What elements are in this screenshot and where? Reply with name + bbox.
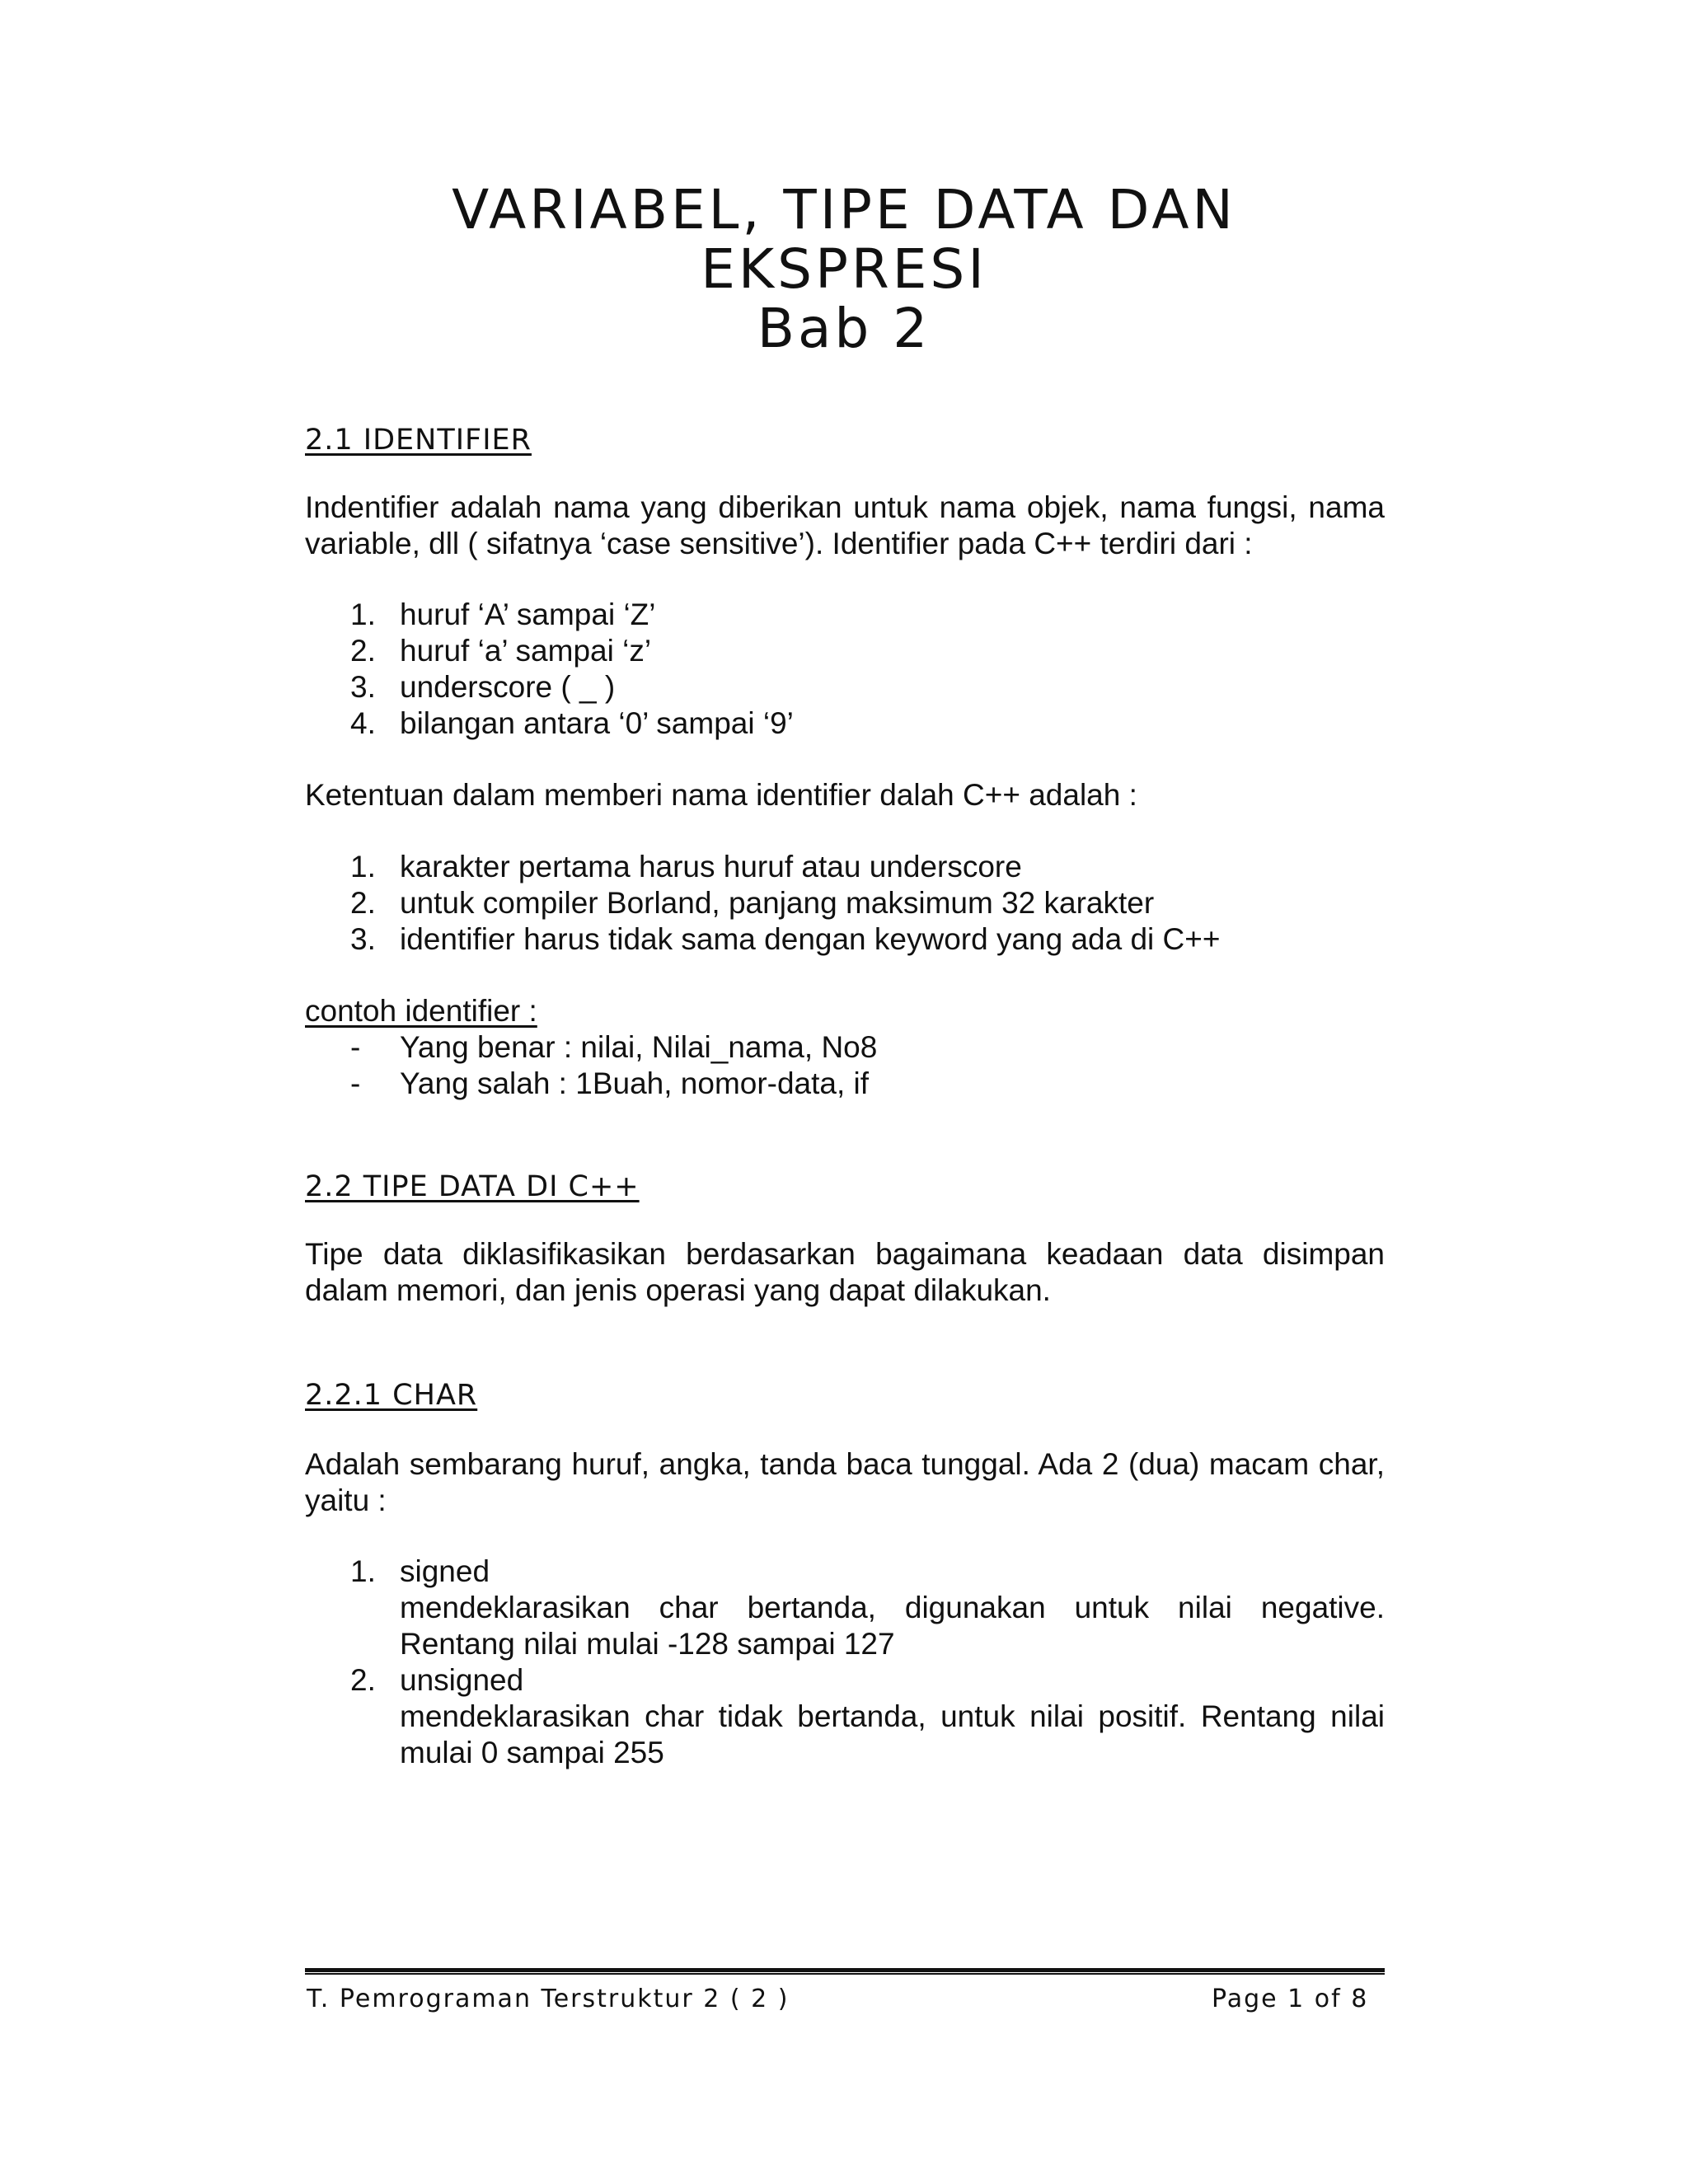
char-paragraph: Adalah sembarang huruf, angka, tanda baca tunggal. Ada 2 (dua) macam char, yaitu : [305,1447,1385,1517]
section-heading-2-1: 2.1 IDENTIFIER [305,424,532,457]
list-item-text: bilangan antara ‘0’ sampai ‘9’ [400,706,794,740]
list-item-text: karakter pertama harus huruf atau underscore [400,850,1022,883]
list-item [350,1066,1385,1102]
list-item-text: huruf ‘A’ sampai ‘Z’ [400,598,656,631]
list-number: 1. [350,598,376,631]
identifier-character-list [350,597,1385,742]
list-number: 1. [350,1554,376,1588]
list-item-text: identifier harus tidak sama dengan keyword yang ada di C++ [400,922,1221,956]
list-bullet: - [350,1066,361,1100]
list-item-title: unsigned [400,1663,524,1697]
list-item-text: untuk compiler Borland, panjang maksimum 32 karakter [400,886,1155,920]
list-number: 1. [350,850,376,883]
list-item-text: underscore ( _ ) [400,670,616,704]
list-number: 3. [350,670,376,704]
list-number: 2. [350,1663,376,1697]
list-item [350,597,1385,633]
char-type-list [350,1554,1385,1771]
footer-divider [305,1968,1385,1975]
list-item [350,1554,1385,1662]
list-item-text: huruf ‘a’ sampai ‘z’ [400,634,652,668]
chapter-title-line-2: EKSPRESI [701,237,987,301]
section-heading-2-2-1: 2.2.1 CHAR [305,1379,478,1412]
list-number: 3. [350,922,376,956]
list-item [350,1029,1385,1066]
list-item [350,669,1385,705]
data-type-paragraph: Tipe data diklasifikasikan berdasarkan bagaimana keadaan data disimpan dalam memori, dan jenis operasi yang dapat dilakukan. [305,1237,1385,1307]
footer-page-number: Page 1 of 8 [1212,1985,1369,2013]
list-item-text: Yang salah : 1Buah, nomor-data, if [400,1066,870,1100]
list-item [350,1662,1385,1771]
list-item [350,885,1385,921]
list-item [350,633,1385,669]
list-item-title: signed [400,1554,490,1588]
list-item-description: mendeklarasikan char tidak bertanda, untuk nilai positif. Rentang nilai mulai 0 sampai 255 [400,1699,1385,1769]
list-item-text: Yang benar : nilai, Nilai_nama, No8 [400,1030,878,1064]
list-item [350,921,1385,958]
list-bullet: - [350,1030,361,1064]
list-number: 4. [350,706,376,740]
list-item [350,849,1385,885]
identifier-rules-list [350,849,1385,958]
list-item [350,705,1385,742]
list-number: 2. [350,886,376,920]
identifier-intro-paragraph: Indentifier adalah nama yang diberikan untuk nama objek, nama fungsi, nama variable, dll ( sifatnya ‘case sensitive’). Identifier pada C++ terdiri dari : [305,490,1385,560]
identifier-rules-intro: Ketentuan dalam memberi nama identifier dalah C++ adalah : [305,778,1137,812]
footer-course-title: T. Pemrograman Terstruktur 2 ( 2 ) [307,1985,790,2013]
section-heading-2-2: 2.2 TIPE DATA DI C++ [305,1170,640,1203]
list-number: 2. [350,634,376,668]
chapter-title [0,178,1688,361]
list-item-description: mendeklarasikan char bertanda, digunakan untuk nilai negative. Rentang nilai mulai -128 sampai 127 [400,1591,1385,1661]
example-label: contoh identifier : [305,994,537,1028]
chapter-title-line-3: Bab 2 [757,297,931,360]
example-list [350,1029,1385,1102]
chapter-title-line-1: VARIABEL, TIPE DATA DAN [452,178,1236,241]
